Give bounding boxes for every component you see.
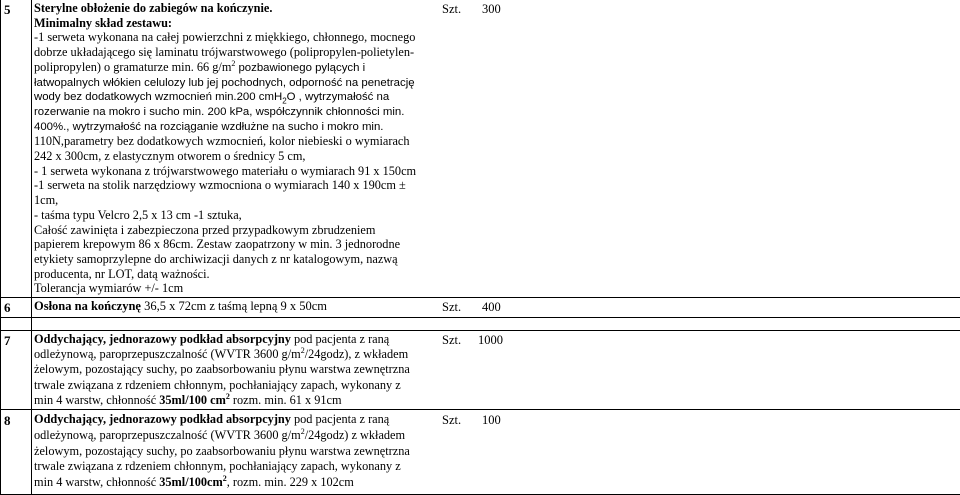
row-number: 7 xyxy=(4,333,11,348)
quantity-value: 300 xyxy=(482,2,501,16)
desc-line: wody bez dodatkowych wzmocnień min.200 cmH xyxy=(34,91,283,104)
item-title: Oddychający, jednorazowy podkład absorpcyjny xyxy=(34,412,291,426)
item-title: Sterylne obłożenie do zabiegów na kończynie. xyxy=(34,1,273,15)
table-row-6 xyxy=(0,299,960,317)
superscript: 2 xyxy=(222,474,227,484)
desc-line: papierem krepowym 86 x 86cm. Zestaw zaopatrzony w min. 3 jednorodne xyxy=(34,237,401,252)
desc-line: min 4 warstw, chłonność xyxy=(34,392,160,407)
absorbency-value: 35ml/100 cm xyxy=(159,392,226,407)
row-divider xyxy=(0,317,960,318)
quantity-value: 100 xyxy=(482,413,501,427)
unit-label: Szt. xyxy=(442,2,462,16)
desc-line: trwale związana z rdzeniem chłonnym, pochłaniający zapach, wykonany z xyxy=(34,459,401,474)
desc-line: Minimalny skład zestawu: xyxy=(34,15,173,30)
row-number: 6 xyxy=(4,300,11,315)
row-description xyxy=(34,1,444,296)
desc-line: pozbawionego pylących i xyxy=(238,61,366,74)
desc-line: rozerwanie na mokro i sucho min. 200 kPa, współczynnik chłonności min. xyxy=(34,105,405,118)
table-row-7 xyxy=(0,332,960,409)
row-number: 8 xyxy=(4,413,11,428)
desc-line: , rozm. min. 229 x 102cm xyxy=(226,475,354,490)
desc-line: - 1 serweta wykonana z trójwarstwowego materiału o wymiarach 91 x 150cm xyxy=(34,163,417,178)
unit-label: Szt. xyxy=(442,300,462,314)
desc-line: 110N,parametry bez dodatkowych wzmocnień, kolor niebieski o wymiarach xyxy=(34,134,410,149)
desc-line: odleżynową, paroprzepuszczalność (WVTR 3600 g/m xyxy=(34,427,301,442)
row-description xyxy=(34,299,454,314)
desc-line: 400%., wytrzymałość na rozciąganie wzdłużne na sucho i mokro min. xyxy=(34,120,384,133)
desc-line: odleżynową, paroprzepuszczalność (WVTR 3600 g/m xyxy=(34,347,301,362)
superscript: 2 xyxy=(231,58,236,68)
desc-line: trwale związana z rdzeniem chłonnym, pochłaniający zapach, wykonany z xyxy=(34,377,401,392)
superscript: 2 xyxy=(300,346,305,356)
desc-line: dobrze układającego się laminatu trójwarstwowego (polipropylen-polietylen- xyxy=(34,45,415,60)
desc-line: -1 serweta wykonana na całej powierzchni z miękkiego, chłonnego, mocnego xyxy=(34,30,416,45)
row-number: 5 xyxy=(4,2,11,17)
item-detail: pod pacjenta z raną xyxy=(290,332,390,346)
desc-line: Tolerancja wymiarów +/- 1cm xyxy=(34,281,184,296)
table-row-8 xyxy=(0,412,960,494)
desc-line: etykiety samoprzylepne do archiwizacji danych z nr katalogowym, nazwą xyxy=(34,251,398,266)
row-description xyxy=(34,332,454,408)
desc-line: 242 x 300cm, z elastycznym otworem o średnicy 5 cm, xyxy=(34,149,306,164)
desc-line: /24godz), z wkładem xyxy=(304,347,409,362)
desc-line: 1cm, xyxy=(34,193,59,208)
desc-line: żelowym, pozostający suchy, po zaabsorbowaniu płynu warstwa zewnętrzna xyxy=(34,362,410,377)
desc-line: O , wytrzymałość na xyxy=(286,91,390,104)
item-detail: 36,5 x 72cm z taśmą lepną 9 x 50cm xyxy=(140,299,328,313)
desc-line: żelowym, pozostający suchy, po zaabsorbowaniu płynu warstwa zewnętrzna xyxy=(34,443,410,458)
unit-label: Szt. xyxy=(442,413,462,427)
desc-line: min 4 warstw, chłonność xyxy=(34,475,160,490)
row-divider xyxy=(0,409,960,410)
row-divider xyxy=(0,330,960,331)
item-title: Oddychający, jednorazowy podkład absorpcyjny xyxy=(34,332,291,346)
desc-line: -1 serweta na stolik narzędziowy wzmocniona o wymiarach 140 x 190cm ± xyxy=(34,178,406,193)
desc-line: producenta, nr LOT, datą ważności. xyxy=(34,266,210,281)
quantity-value: 400 xyxy=(482,300,501,314)
desc-line: polipropylen) o gramaturze min. 66 g/m xyxy=(34,59,232,74)
desc-line: łatwopalnych włókien celulozy lub jej pochodnych, odporność na penetrację xyxy=(34,76,415,89)
desc-line: - taśma typu Velcro 2,5 x 13 cm -1 sztuka, xyxy=(34,207,242,222)
desc-line: /24godz) z wkładem xyxy=(304,427,406,442)
desc-line: Całość zawinięta i zabezpieczona przed przypadkowym zbrudzeniem xyxy=(34,222,376,237)
absorbency-value: 35ml/100cm xyxy=(159,475,223,490)
item-title: Osłona na kończynę xyxy=(34,299,141,313)
row-description xyxy=(34,412,454,491)
unit-label: Szt. xyxy=(442,333,462,347)
subscript: 2 xyxy=(282,96,287,106)
row-divider xyxy=(0,297,960,298)
desc-line: rozm. min. 61 x 91cm xyxy=(229,392,342,407)
superscript: 2 xyxy=(300,426,305,436)
quantity-value: 1000 xyxy=(478,333,503,347)
superscript: 2 xyxy=(225,391,230,401)
item-detail: pod pacjenta z raną xyxy=(290,412,390,426)
